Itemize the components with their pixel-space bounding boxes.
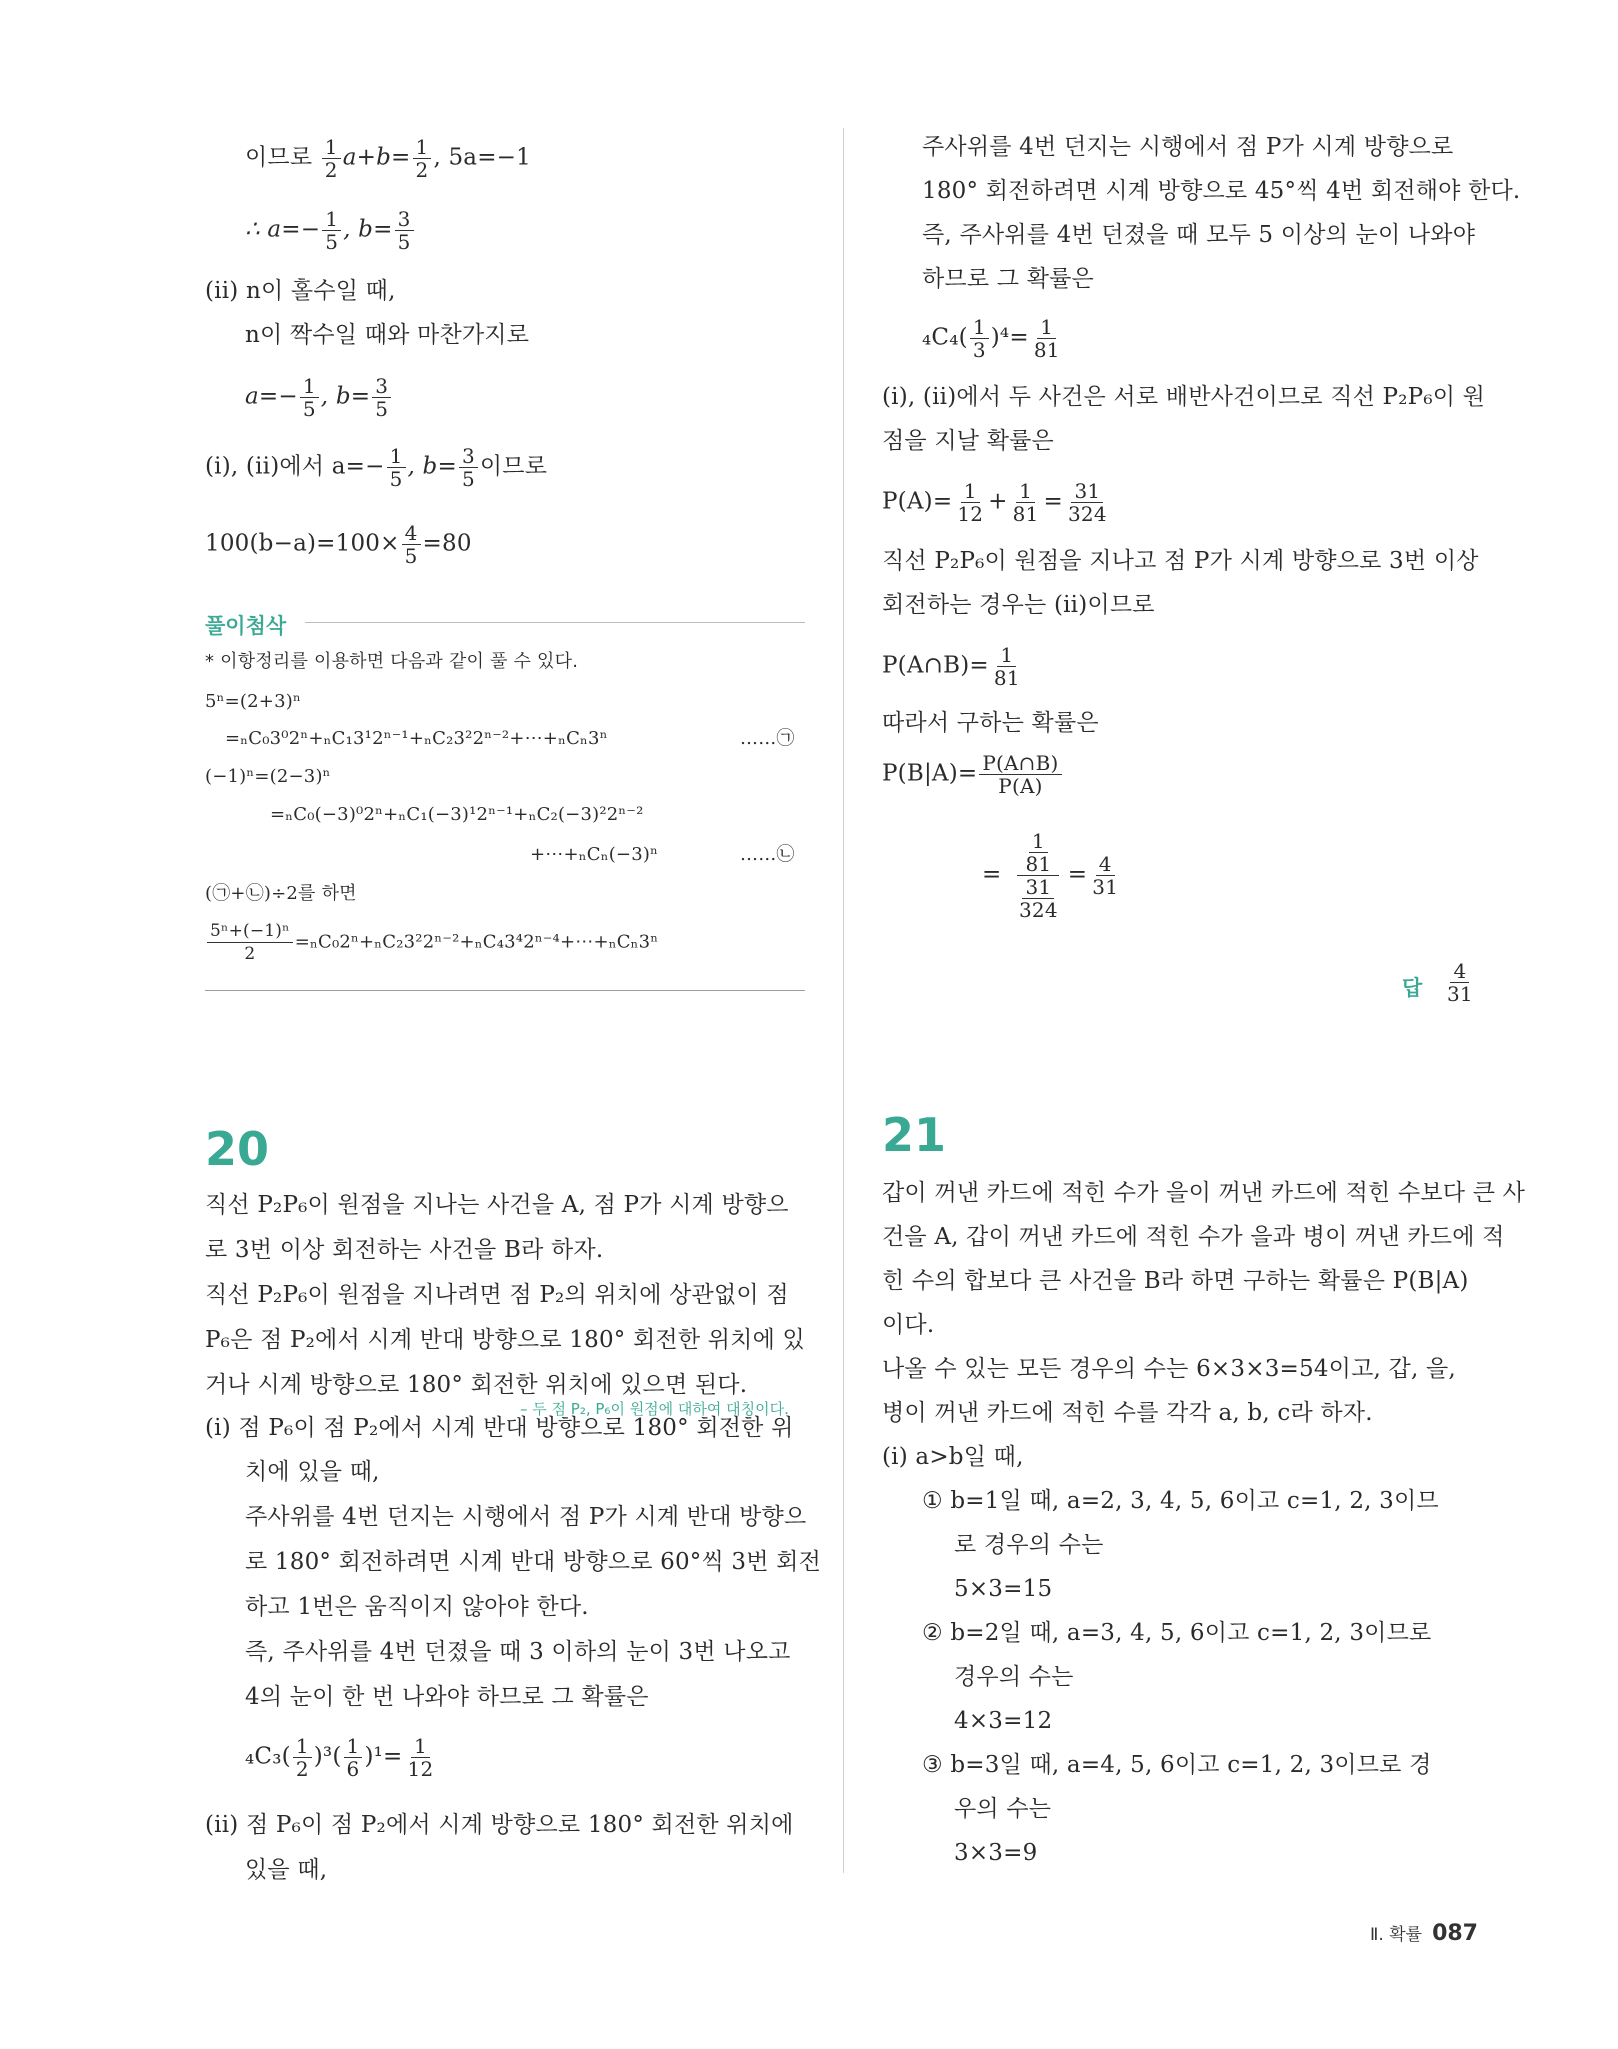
text: ₄C₄( bbox=[922, 324, 968, 351]
denominator: 6 bbox=[346, 1757, 360, 1781]
line: 직선 P₂P₆이 원점을 지나려면 점 P₂의 위치에 상관없이 점 bbox=[205, 1282, 789, 1308]
line: 하고 1번은 움직이지 않아야 한다. bbox=[245, 1594, 589, 1620]
line: 이다. bbox=[882, 1312, 935, 1338]
numerator: 1 bbox=[344, 1735, 363, 1758]
hint-tag: ……㉠ bbox=[740, 728, 795, 749]
line: 주사위를 4번 던지는 시행에서 점 P가 시계 반대 방향으 bbox=[245, 1504, 807, 1530]
fraction bbox=[405, 1735, 437, 1780]
fraction bbox=[970, 316, 989, 361]
hint-line: * 이항정리를 이용하면 다음과 같이 풀 수 있다. bbox=[205, 651, 579, 672]
fraction bbox=[300, 375, 319, 420]
line bbox=[882, 752, 1064, 797]
denominator: 324 bbox=[1019, 898, 1058, 922]
side-note: – 두 점 P₂, P₆이 원점에 대하여 대칭이다. bbox=[520, 1400, 789, 1418]
denominator: 5 bbox=[375, 397, 389, 421]
denominator: 81 bbox=[1025, 852, 1052, 876]
denominator: 2 bbox=[415, 158, 429, 182]
line: 5×3=15 bbox=[954, 1576, 1053, 1602]
text: (i), (ii)에서 a=− bbox=[205, 453, 385, 480]
denominator: 12 bbox=[957, 502, 984, 526]
line: 회전하는 경우는 (ii)이므로 bbox=[882, 592, 1155, 618]
hint-line: (㉠+㉡)÷2를 하면 bbox=[205, 883, 357, 904]
line bbox=[982, 830, 1123, 921]
compound-fraction bbox=[1011, 830, 1066, 921]
line: 로 경우의 수는 bbox=[954, 1532, 1104, 1558]
page-footer bbox=[1370, 1920, 1478, 1946]
denominator: 5 bbox=[461, 467, 475, 491]
numerator: 31 bbox=[1022, 876, 1054, 899]
line: 직선 P₂P₆이 원점을 지나는 사건을 A, 점 P가 시계 방향으 bbox=[205, 1192, 789, 1218]
fraction bbox=[954, 480, 986, 525]
line: 4×3=12 bbox=[954, 1708, 1053, 1734]
fraction bbox=[322, 208, 341, 253]
line bbox=[922, 316, 1065, 361]
text: a+b= bbox=[342, 144, 411, 171]
hint-title: 풀이첨삭 bbox=[205, 614, 287, 638]
text: + bbox=[988, 488, 1008, 515]
line: 병이 꺼낸 카드에 적힌 수를 각각 a, b, c라 하자. bbox=[882, 1400, 1373, 1426]
fraction bbox=[1016, 876, 1061, 921]
fraction bbox=[413, 136, 432, 181]
fraction bbox=[402, 522, 421, 567]
text: , 5a=−1 bbox=[433, 144, 531, 171]
fraction bbox=[372, 375, 391, 420]
line: 3×3=9 bbox=[954, 1840, 1038, 1866]
denominator: 5 bbox=[302, 397, 316, 421]
line: 주사위를 4번 던지는 시행에서 점 P가 시계 방향으로 bbox=[922, 134, 1454, 160]
text: = bbox=[982, 861, 1002, 888]
text: a=− bbox=[245, 383, 298, 410]
numerator: 1 bbox=[411, 1735, 430, 1758]
denominator: 81 bbox=[993, 666, 1020, 690]
denominator: 5 bbox=[404, 544, 418, 568]
fraction bbox=[1089, 853, 1121, 898]
fraction bbox=[979, 752, 1061, 797]
line: (i) a>b일 때, bbox=[882, 1444, 1024, 1470]
denominator: 81 bbox=[1012, 502, 1039, 526]
line: ① b=1일 때, a=2, 3, 4, 5, 6이고 c=1, 2, 3이므 bbox=[922, 1488, 1439, 1514]
denominator bbox=[1011, 876, 1066, 921]
numerator: 1 bbox=[387, 445, 406, 468]
denominator: 31 bbox=[1092, 875, 1119, 899]
hint-line: +⋯+ₙCₙ(−3)ⁿ bbox=[530, 844, 659, 865]
denominator: 5 bbox=[389, 467, 403, 491]
numerator: 1 bbox=[413, 136, 432, 159]
denominator: 2 bbox=[295, 1757, 309, 1781]
numerator: 5ⁿ+(−1)ⁿ bbox=[207, 920, 293, 943]
line: 건을 A, 갑이 꺼낸 카드에 적힌 수가 을과 병이 꺼낸 카드에 적 bbox=[882, 1224, 1505, 1250]
line: 치에 있을 때, bbox=[245, 1459, 380, 1485]
denominator: 3 bbox=[972, 338, 986, 362]
fraction bbox=[991, 644, 1023, 689]
text: 이므로 bbox=[245, 144, 313, 171]
text: =ₙC₀2ⁿ+ₙC₂3²2ⁿ⁻²+ₙC₄3⁴2ⁿ⁻⁴+⋯+ₙCₙ3ⁿ bbox=[294, 931, 659, 953]
fraction bbox=[293, 1735, 312, 1780]
text: ∴ a=− bbox=[245, 216, 321, 243]
text: , b= bbox=[407, 453, 457, 480]
hint-line: =ₙC₀3⁰2ⁿ+ₙC₁3¹2ⁿ⁻¹+ₙC₂3²2ⁿ⁻²+⋯+ₙCₙ3ⁿ bbox=[225, 728, 608, 749]
line: 힌 수의 합보다 큰 사건을 B라 하면 구하는 확률은 P(B|A) bbox=[882, 1268, 1469, 1294]
denominator: 2 bbox=[244, 944, 256, 964]
fraction bbox=[1010, 480, 1042, 525]
fraction bbox=[1031, 316, 1063, 361]
denominator: 5 bbox=[325, 230, 339, 254]
hint-line: (−1)ⁿ=(2−3)ⁿ bbox=[205, 766, 331, 787]
text: )³( bbox=[313, 1743, 342, 1770]
line: 갑이 꺼낸 카드에 적힌 수가 을이 꺼낸 카드에 적힌 수보다 큰 사 bbox=[882, 1180, 1526, 1206]
line: 180° 회전하려면 시계 방향으로 45°씩 4번 회전해야 한다. bbox=[922, 178, 1521, 204]
fraction bbox=[395, 208, 414, 253]
numerator: 1 bbox=[1029, 830, 1048, 853]
line bbox=[882, 480, 1112, 525]
hint-bottom-rule bbox=[205, 990, 805, 991]
fraction bbox=[1065, 480, 1110, 525]
text: 이므로 bbox=[479, 453, 548, 480]
numerator: 1 bbox=[322, 208, 341, 231]
hint-tag: ……㉡ bbox=[740, 844, 795, 865]
line: 경우의 수는 bbox=[954, 1664, 1074, 1690]
line bbox=[205, 522, 472, 567]
line bbox=[882, 644, 1025, 689]
line: 점을 지날 확률은 bbox=[882, 428, 1054, 454]
line bbox=[205, 445, 547, 490]
problem-number: 21 bbox=[882, 1108, 947, 1162]
line bbox=[245, 1735, 438, 1780]
numerator: 31 bbox=[1071, 480, 1103, 503]
numerator bbox=[1017, 830, 1059, 876]
line: 따라서 구하는 확률은 bbox=[882, 710, 1099, 736]
line: 거나 시계 방향으로 180° 회전한 위치에 있으면 된다. bbox=[205, 1372, 748, 1398]
text: P(A)= bbox=[882, 488, 953, 515]
denominator: P(A) bbox=[998, 774, 1043, 798]
numerator: 1 bbox=[322, 136, 341, 159]
numerator: 1 bbox=[1016, 480, 1035, 503]
line: P₆은 점 P₂에서 시계 반대 방향으로 180° 회전한 위치에 있 bbox=[205, 1327, 805, 1353]
numerator: 1 bbox=[970, 316, 989, 339]
hint-line: =ₙC₀(−3)⁰2ⁿ+ₙC₁(−3)¹2ⁿ⁻¹+ₙC₂(−3)²2ⁿ⁻² bbox=[270, 804, 644, 825]
line: 로 180° 회전하려면 시계 반대 방향으로 60°씩 3번 회전 bbox=[245, 1549, 822, 1575]
text: = bbox=[1067, 861, 1088, 888]
numerator: 3 bbox=[395, 208, 414, 231]
line: n이 짝수일 때와 마찬가지로 bbox=[245, 322, 530, 348]
fraction bbox=[344, 1735, 363, 1780]
hint-rule bbox=[305, 622, 805, 623]
text: 100(b−a)=100× bbox=[205, 530, 400, 557]
denominator: 2 bbox=[324, 158, 338, 182]
page-number: 087 bbox=[1432, 1921, 1478, 1946]
text: =80 bbox=[422, 530, 472, 557]
text: ₄C₃( bbox=[245, 1743, 291, 1770]
answer-label: 답 bbox=[1402, 976, 1423, 1000]
line: (i) 점 P₆이 점 P₂에서 시계 반대 방향으로 180° 회전한 위 bbox=[205, 1415, 794, 1441]
numerator: 3 bbox=[372, 375, 391, 398]
hint-line bbox=[205, 920, 658, 965]
numerator: 3 bbox=[459, 445, 478, 468]
line bbox=[245, 375, 393, 420]
numerator: 4 bbox=[402, 522, 421, 545]
text: )⁴= bbox=[990, 324, 1029, 351]
numerator: P(A∩B) bbox=[979, 752, 1061, 775]
section-label: Ⅱ. 확률 bbox=[1370, 1925, 1423, 1945]
line: 있을 때, bbox=[245, 1857, 328, 1883]
denominator: 12 bbox=[407, 1757, 434, 1781]
denominator: 81 bbox=[1033, 338, 1060, 362]
line: 나올 수 있는 모든 경우의 수는 6×3×3=54이고, 갑, 을, bbox=[882, 1356, 1456, 1382]
answer-value bbox=[1442, 960, 1478, 1005]
numerator: 4 bbox=[1096, 853, 1115, 876]
column-divider bbox=[843, 128, 844, 1873]
line: (i), (ii)에서 두 사건은 서로 배반사건이므로 직선 P₂P₆이 원 bbox=[882, 384, 1486, 410]
denominator: 31 bbox=[1447, 982, 1473, 1006]
numerator: 1 bbox=[961, 480, 980, 503]
numerator: 4 bbox=[1450, 960, 1469, 983]
line: (ii) n이 홀수일 때, bbox=[205, 278, 396, 304]
text: , b= bbox=[343, 216, 393, 243]
text: P(B|A)= bbox=[882, 760, 978, 787]
line bbox=[245, 208, 416, 253]
line: 우의 수는 bbox=[954, 1796, 1052, 1822]
fraction bbox=[322, 136, 341, 181]
fraction bbox=[1022, 830, 1054, 875]
line: 직선 P₂P₆이 원점을 지나고 점 P가 시계 방향으로 3번 이상 bbox=[882, 548, 1479, 574]
hint-line: 5ⁿ=(2+3)ⁿ bbox=[205, 691, 301, 712]
text: = bbox=[1043, 488, 1063, 515]
denominator: 5 bbox=[397, 230, 411, 254]
numerator: 1 bbox=[300, 375, 319, 398]
line: ② b=2일 때, a=3, 4, 5, 6이고 c=1, 2, 3이므로 bbox=[922, 1620, 1432, 1646]
line: ③ b=3일 때, a=4, 5, 6이고 c=1, 2, 3이므로 경 bbox=[922, 1752, 1432, 1778]
problem-number: 20 bbox=[205, 1122, 270, 1176]
denominator: 324 bbox=[1068, 502, 1107, 526]
numerator: 1 bbox=[1037, 316, 1056, 339]
line: 즉, 주사위를 4번 던졌을 때 모두 5 이상의 눈이 나와야 bbox=[922, 222, 1476, 248]
fraction bbox=[207, 920, 293, 965]
line: 로 3번 이상 회전하는 사건을 B라 하자. bbox=[205, 1237, 604, 1263]
text: P(A∩B)= bbox=[882, 652, 989, 679]
line: 즉, 주사위를 4번 던졌을 때 3 이하의 눈이 3번 나오고 bbox=[245, 1639, 791, 1665]
fraction bbox=[459, 445, 478, 490]
line: (ii) 점 P₆이 점 P₂에서 시계 방향으로 180° 회전한 위치에 bbox=[205, 1812, 794, 1838]
numerator: 1 bbox=[293, 1735, 312, 1758]
line bbox=[245, 136, 531, 181]
fraction bbox=[1444, 960, 1476, 1005]
line: 4의 눈이 한 번 나와야 하므로 그 확률은 bbox=[245, 1684, 649, 1710]
text: )¹= bbox=[364, 1743, 403, 1770]
numerator: 1 bbox=[997, 644, 1016, 667]
text: , b= bbox=[320, 383, 371, 410]
fraction bbox=[387, 445, 406, 490]
line: 하므로 그 확률은 bbox=[922, 266, 1094, 292]
